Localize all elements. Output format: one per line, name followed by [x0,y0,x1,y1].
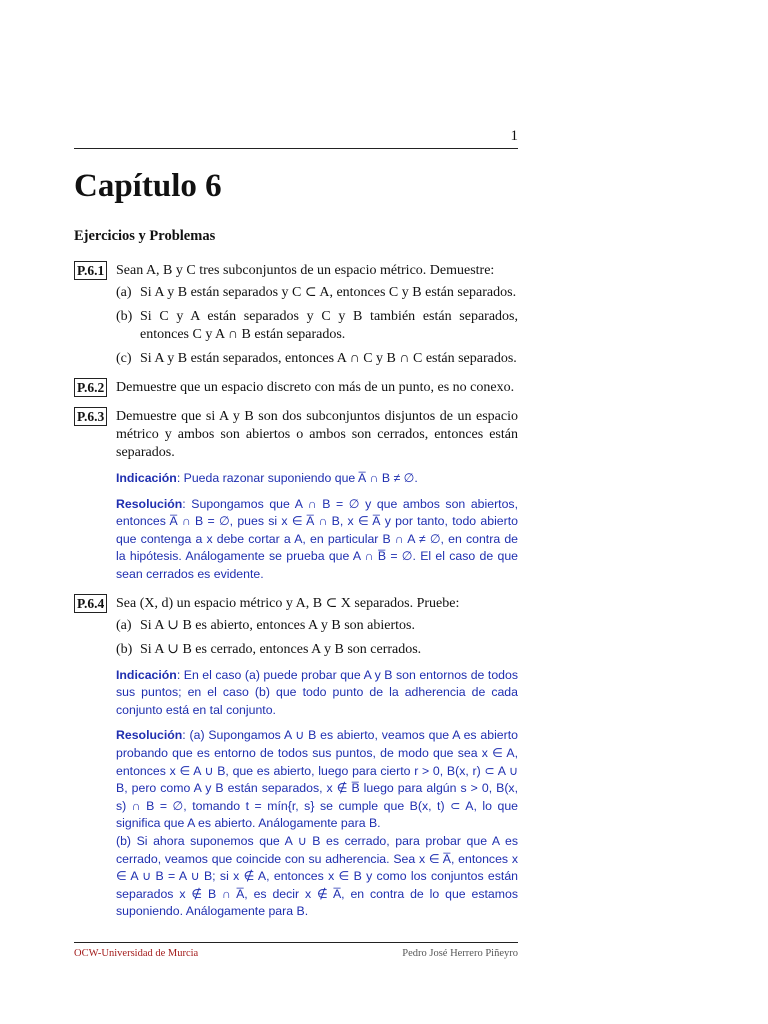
problem-statement: Sea (X, d) un espacio métrico y A, B ⊂ X separados. Pruebe: [116,595,460,611]
problem-tag: P.6.3 [74,407,107,426]
subitem: (b) Si A ∪ B es cerrado, entonces A y B son cerrados. [116,641,422,657]
footer-rule [74,942,518,943]
subitem: (b) Si C y A están separados y C y B también están separados, entonces C y A ∩ B están separados. [116,309,518,342]
solution-block: Resolución: (a) Supongamos A ∪ B es abierto, veamos que A es abierto probando que es entorno de todos sus puntos, de modo que sea x ∈ A, entonces x ∈ A ∪ B, que es abierto, luego para cierto r > 0, B(x, r) ⊂ A ∪ B, pero como A y B están separados, x ∉ B̅ luego para algún s > 0, B(x, s) ∩ B = ∅, tomando t = mín{r, s} se cumple que B(x, t) ⊂ A, lo que significa que A es abierto. Análogamente para B. (b) Si ahora suponemos que A ∪ B es cerrado, para probar que A es cerrado, veamos que coincide con su adherencia. Sea x ∈ A̅, entonces x ∈ A ∪ B = A ∪ B; si x ∉ A, entonces x ∈ B y como los conjuntos están separados x ∉ B ∩ A̅, es decir x ∉ A̅, en contra de lo que estamos suponiendo. Análogamente para B. [116,728,518,919]
document-page [74,0,518,1024]
subitem-list [116,617,518,659]
hint-block: Indicación: En el caso (a) puede probar que A y B son entornos de todos sus puntos; en el caso (b) que todo punto de la adherencia de cada conjunto está en tal conjunto. [116,667,518,717]
subitem: (a) Si A ∪ B es abierto, entonces A y B son abiertos. [116,617,415,633]
problem-tag: P.6.2 [74,378,107,397]
footer-institution: OCW-Universidad de Murcia [74,948,199,959]
problem-6-2 [74,379,518,397]
problem-6-1 [74,262,518,368]
hint-block: Indicación: Pueda razonar suponiendo que A̅ ∩ B ≠ ∅. [116,471,418,485]
problem-statement: Sean A, B y C tres subconjuntos de un espacio métrico. Demuestre: [116,263,495,278]
problem-6-3 [74,408,518,584]
subitem: (c) Si A y B están separados, entonces A ∩ C y B ∩ C están separados. [116,351,517,366]
problem-tag: P.6.1 [74,261,107,280]
subitem: (a) Si A y B están separados y C ⊂ A, entonces C y B están separados. [116,285,517,300]
section-title: Ejercicios y Problemas [74,228,216,244]
problem-tag: P.6.4 [74,594,107,613]
chapter-title: Capítulo 6 [74,168,222,204]
problems-list [74,262,518,932]
footer-author: Pedro José Herrero Piñeyro [402,948,518,959]
header-rule [74,148,518,149]
subitem-list [116,284,518,368]
problem-statement: Demuestre que si A y B son dos subconjuntos disjuntos de un espacio métrico y ambos son abiertos o ambos son cerrados, entonces están separados. [116,409,518,460]
solution-block: Resolución: Supongamos que A ∩ B = ∅ y que ambos son abiertos, entonces A̅ ∩ B = ∅, pues si x ∈ A̅ ∩ B, x ∈ A̅ y por tanto, todo abierto que contenga a x debe cortar a A, en particular B ∩ A ≠ ∅, en contra de la hipótesis. Análogamente se prueba que A ∩ B̅ = ∅. El el caso de que sean cerrados es evidente. [116,496,518,581]
problem-6-4 [74,595,518,921]
problem-statement: Demuestre que un espacio discreto con más de un punto, es no conexo. [116,380,515,395]
page-number: 1 [510,128,518,144]
